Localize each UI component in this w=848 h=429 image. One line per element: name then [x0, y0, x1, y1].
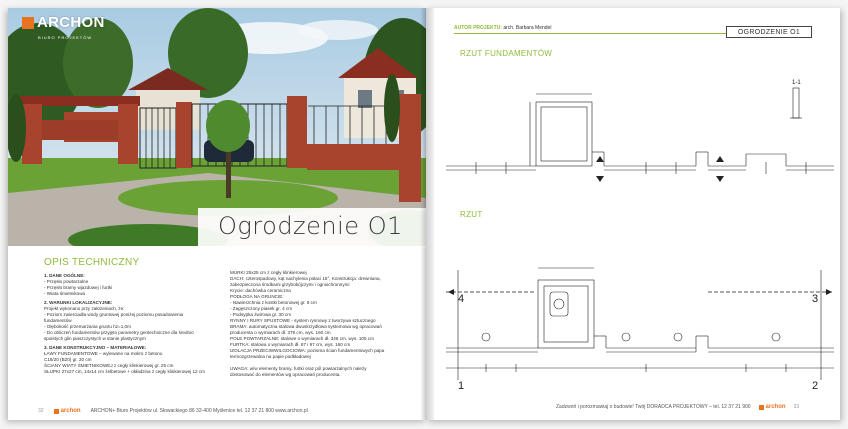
- foundation-plan-title: RZUT FUNDAMENTÓW: [460, 49, 553, 58]
- plan-drawing: [446, 240, 836, 390]
- description-line: zabezpieczona środkami grzybobójczymi i ogniochronnymi: [230, 282, 350, 287]
- project-label: OGRODZENIE O1: [726, 26, 812, 38]
- page-title: Ogrodzenie O1: [218, 212, 403, 240]
- description-line: - Przęsło powtarzalne: [44, 279, 89, 284]
- description-line: - Zagęszczony piasek gr. 4 cm: [230, 306, 293, 311]
- section-title: OPIS TECHNICZNY: [44, 257, 140, 268]
- description-line: POLE POWTARZALNE: stalowe o wymiarach dł. 346 cm, wys. 105 cm: [230, 336, 374, 341]
- description-heading: 1. DANE OGÓLNE:: [44, 273, 85, 278]
- footer-logo: [759, 404, 786, 410]
- logo-square-icon: [54, 409, 59, 414]
- axis-label: 2: [812, 380, 819, 392]
- description-line: - Podsypka żwirowa gr. 30 cm: [230, 312, 292, 317]
- archon-logo: [22, 14, 105, 31]
- description-line: - Głębokość przemarzania gruntu hz=1,0m: [44, 324, 131, 329]
- foundation-plan-drawing: [446, 74, 836, 194]
- description-line: - Przęsło bramy wjazdowej i furtki: [44, 285, 113, 290]
- axis-label: 1: [458, 380, 465, 392]
- description-line: producenta o wymiarach dł. 379 cm, wys. 160 cm: [230, 330, 331, 335]
- description-line: ŚCIANY WIATY ŚMIETNIKOWEJ z cegły klinkierowej gr. 25 cm: [44, 363, 174, 368]
- description-line: - Wiata śmietnikowa: [44, 291, 86, 296]
- description-line: Krycie: dachówka ceramiczna: [230, 288, 291, 293]
- footer-logo: [54, 408, 81, 414]
- page-number: 33: [793, 404, 800, 410]
- author-line: [454, 25, 551, 31]
- right-footer: [556, 404, 799, 410]
- description-heading: 2. WARUNKI LOKALIZACYJNE:: [44, 300, 113, 305]
- logo-square-icon: [22, 17, 34, 29]
- header-rule: [454, 33, 726, 34]
- description-line: C16/20 (B20) gr. 20 cm: [44, 357, 92, 362]
- author-name: arch. Barbara Mendel: [503, 25, 552, 31]
- axis-label: 4: [458, 293, 465, 305]
- page-number: 32: [38, 408, 44, 414]
- description-line: PODŁOGA NA GRUNCIE:: [230, 294, 284, 299]
- description-heading: 3. DANE KONSTRUKCYJNO – MATERIAŁOWE:: [44, 345, 147, 350]
- description-line: spoistych glin piaszczystych w stanie plastycznym: [44, 336, 146, 341]
- description-line: UWAGA: w/w elementy bramy, furtki oraz pól powtarzalnych należy: [230, 366, 367, 371]
- axis-label: 3: [812, 293, 819, 305]
- left-page: [8, 8, 426, 420]
- description-line: MURKI 25x25 cm z cegły klinkierowej: [230, 270, 307, 275]
- logo-subtitle: BIURO PROJEKTÓW: [38, 35, 93, 40]
- author-label: AUTOR PROJEKTU:: [454, 25, 502, 31]
- description-line: FURTKA: stalowa o wymiarach dł. 87 i 97 cm, wys. 160 cm: [230, 342, 351, 347]
- description-line: dostosować do elementów wg opracowań producenta.: [230, 372, 341, 377]
- book-spine-shadow: [420, 8, 434, 420]
- footer-brand: archon: [765, 404, 786, 410]
- logo-square-icon: [759, 405, 764, 410]
- description-line: - Nawierzchnia z kostki betonowej gr. 8 cm: [230, 300, 317, 305]
- footer-brand: archon: [60, 408, 81, 414]
- description-line: RYNNY I RURY SPUSTOWE - system rynnowy z tworzywa sztucznego: [230, 318, 376, 323]
- description-column-a: [44, 273, 224, 375]
- description-line: SŁUPKI 27x27 cm, 14x14 cm żelbetowe + okładzina z cegły klinkierowej 12 cm: [44, 369, 205, 374]
- footer-text: ARCHON+ Biuro Projektów ul. Słowackiego 86 32-400 Myślenice tel. 12 37 21 800 www.archon.pl: [90, 408, 308, 414]
- description-line: Projekt wykonano przy założeniach, że:: [44, 306, 125, 311]
- description-line: termozgrzewalna na papie podkładowej: [230, 354, 311, 359]
- description-line: ŁAWY FUNDAMENTOWE – wylewane na mokro z betonu: [44, 351, 163, 356]
- description-line: IZOLACJA PRZECIWWILGOCIOWA: pozioma ścian fundamentowych papa: [230, 348, 385, 353]
- title-band: [198, 208, 426, 248]
- description-column-b: [230, 270, 420, 378]
- description-line: - Do obliczeń fundamentów przyjęto parametry geotechniczne dla średnio: [44, 330, 194, 335]
- section-mark: 1-1: [792, 80, 801, 86]
- plan-title: RZUT: [460, 210, 483, 219]
- logo-text: ARCHON: [37, 14, 105, 31]
- footer-text: Zadzwoń i porozmawiaj o budowie! Twój DORADCA PROJEKTOWY – tel. 12 37 21 900: [556, 404, 751, 410]
- description-line: fundamentów: [44, 318, 72, 323]
- description-line: BRAMA: automatyczna stalowa dwuskrzydłowa systemowa wg opracowań: [230, 324, 382, 329]
- right-page: [426, 8, 840, 420]
- left-footer: [38, 408, 308, 414]
- description-line: - Poziom zwierciadła wody gruntowej poniżej poziomu posadowienia: [44, 312, 184, 317]
- description-line: DACH: czterospadowy, kąt nachylenia połaci 18°, Konstrukcja: drewniana,: [230, 276, 381, 281]
